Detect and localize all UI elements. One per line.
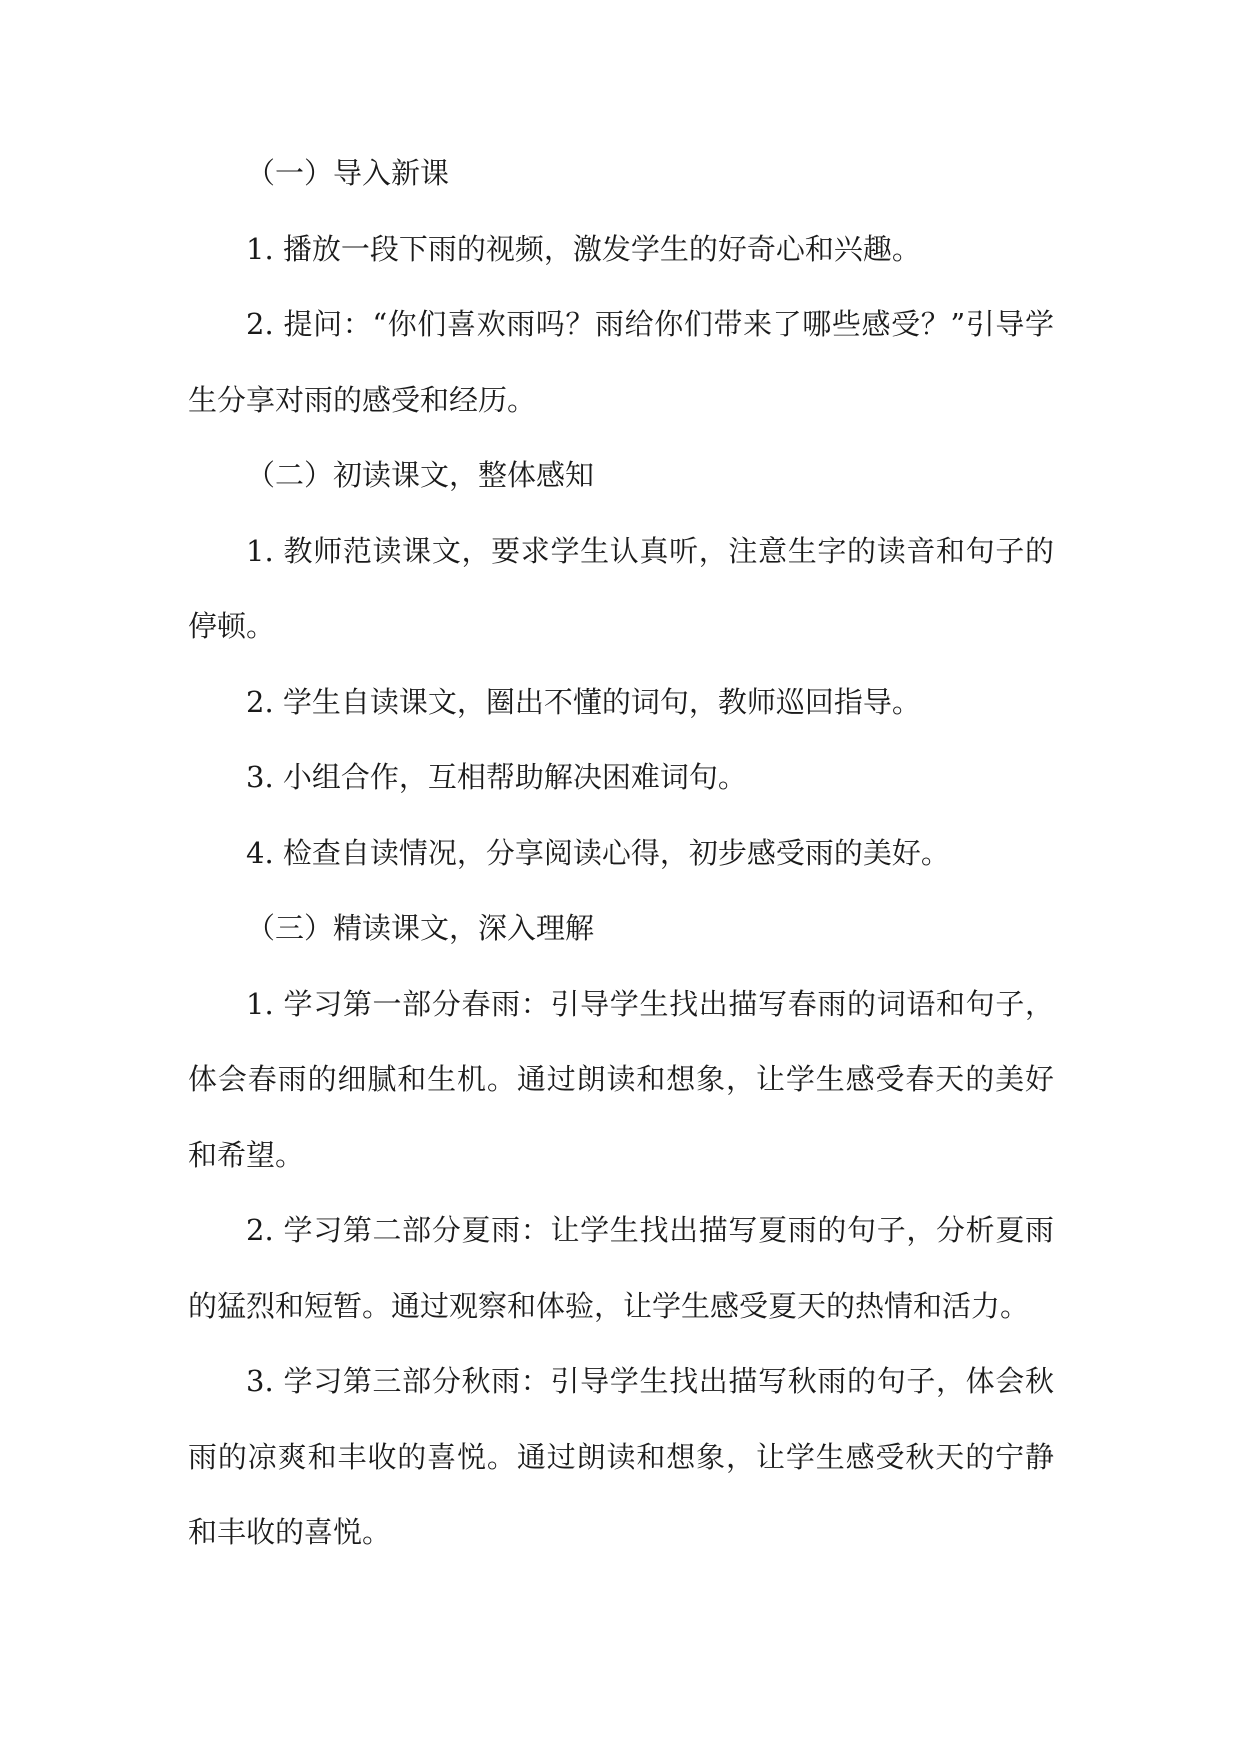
- paragraph: 1. 播放一段下雨的视频，激发学生的好奇心和兴趣。: [246, 231, 921, 266]
- section-heading-close-reading: （三）精读课文，深入理解: [246, 911, 595, 945]
- paragraph: 2. 学生自读课文，圈出不懂的词句，教师巡回指导。: [246, 684, 921, 719]
- paragraph: 3. 小组合作，互相帮助解决困难词句。: [246, 760, 747, 794]
- paragraph: 2. 提问：“你们喜欢雨吗？雨给你们带来了哪些感受？”引导学生分享对雨的感受和经历。: [188, 307, 1054, 417]
- paragraph: 3. 学习第三部分秋雨：引导学生找出描写秋雨的句子，体会秋雨的凉爽和丰收的喜悦。通过朗读和想象，让学生感受秋天的宁静和丰收的喜悦。: [188, 1364, 1054, 1549]
- paragraph: 1. 学习第一部分春雨：引导学生找出描写春雨的词语和句子，体会春雨的细腻和生机。通过朗读和想象，让学生感受春天的美好和希望。: [188, 986, 1054, 1172]
- section-heading-first-reading: （二）初读课文，整体感知: [246, 458, 595, 492]
- paragraph: 4. 检查自读情况，分享阅读心得，初步感受雨的美好。: [246, 835, 950, 870]
- paragraph: 2. 学习第二部分夏雨：让学生找出描写夏雨的句子，分析夏雨的猛烈和短暂。通过观察和体验，让学生感受夏天的热情和活力。: [188, 1213, 1054, 1323]
- paragraph: 1. 教师范读课文，要求学生认真听，注意生字的读音和句子的停顿。: [188, 533, 1054, 643]
- document-body: [188, 136, 1054, 1571]
- section-heading-intro: （一）导入新课: [246, 156, 450, 190]
